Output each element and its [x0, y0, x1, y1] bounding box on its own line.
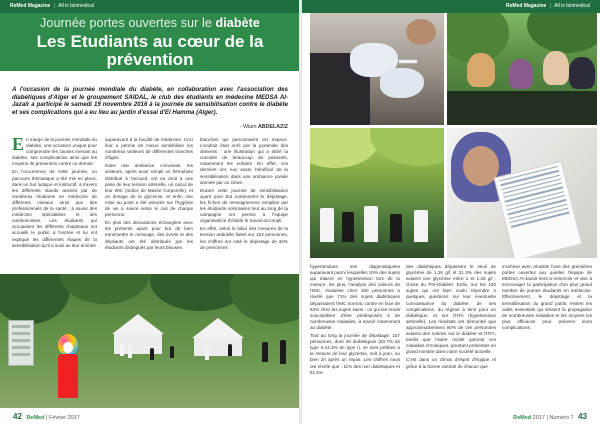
tent-body	[194, 338, 242, 356]
paragraph: Durant cette journée de sensibilisation ayant pour but notamment le dépistage, les fiches de renseignement remplies par les étudiants volontaires tout au long de la campagne ont permis à l'équipe organisatrice d'établir le travail accompli.	[200, 187, 288, 224]
photo-glucose-test	[310, 13, 444, 125]
paragraph: blanches qui parcouraient cet espace. L'endroit était orné par la pyramide des aliments : une illustration qui a attiré la curiosité de beaucoup de passants, notamment les enfants. En effet, ces derniers ont, eux aussi, bénéficié de la sensibilisation dans une ambiance joviale animée par un clown.	[200, 137, 288, 185]
footer-date: Février 2017	[48, 415, 80, 421]
left-footer	[10, 410, 80, 424]
footer-brand: ReMed	[513, 415, 532, 421]
tree-shape	[527, 13, 597, 53]
paragraph: auparavant à la faculté de médecine. Ceci leur a permis de mieux sensibiliser les nombreux visiteurs de différentes tranches d'âges.	[105, 137, 193, 161]
left-column-2	[105, 137, 193, 267]
header-section: All is biomedical	[58, 3, 94, 9]
tree-shape	[370, 128, 444, 166]
page-number: 42	[13, 412, 22, 421]
clown-costume	[58, 354, 78, 398]
test-strip	[398, 59, 418, 64]
header-separator: |	[53, 3, 55, 9]
person-figure	[228, 344, 232, 356]
tree-shape	[60, 274, 150, 304]
tent-roof	[112, 314, 164, 334]
person-figure	[414, 210, 428, 242]
page-number: 43	[578, 412, 587, 421]
footer-separator: |	[546, 415, 548, 421]
paragraph: En plus des discussions échangées avec les présents ayant pour but de bien transmettre le message, des livrets et des dépliants ont été distribués par les étudiants distingués par leurs blouses	[105, 220, 193, 250]
footer-brand: ReMed	[26, 415, 45, 421]
photo-crowd-park	[447, 13, 597, 125]
crowd-shadow	[447, 91, 597, 125]
person-figure	[320, 208, 334, 242]
left-column-3	[200, 137, 288, 267]
paragraph: En effet, selon le bilan des mesures de la tension artérielle faites sur 153 personnes, les chiffres ont noté le dépistage de 32% de personnes	[200, 226, 288, 250]
person-figure	[509, 59, 533, 89]
right-column-1	[310, 264, 400, 404]
photo-volunteers	[310, 128, 444, 258]
info-board	[8, 320, 34, 366]
left-header	[0, 0, 300, 13]
right-column-2	[406, 264, 496, 404]
clown-face	[63, 342, 73, 353]
right-column-3	[502, 264, 592, 404]
article-kicker	[0, 16, 300, 30]
article-lead: A l'occasion de la journée mondiale du diabète, en collaboration avec l'association des diabétiques d'Alger et le groupement SAIDAL, le club des étudiants en médecine MEDSA Al-Jazaïr a participé le samedi 19 novembre 2016 à la journée de sensibilisation contre le diabète et ses complications qui a eu lieu au jardin d'essai d'El Hamma (Alger).	[12, 86, 288, 116]
person-figure	[280, 340, 286, 364]
person-figure	[205, 348, 209, 360]
article-byline	[240, 124, 288, 130]
right-page	[302, 0, 600, 424]
paragraph: hypertendues non diagnostiquées auparavant parmi lesquelles 10% des sujets qui étaient en hypertension lors de la mesure. De plus, l'analyse des valeurs de l'IMC, évaluées chez 180 personnes a révélé que 71% des sujets diabétiques dépassaient l'IMC normal, contre en face de 63% chez les sujets sains : ce qui les rends susceptibles d'être prédisposés à de nombreuses maladies, à savoir notamment au diabète.	[310, 264, 400, 330]
paragraph: s'achève avec réussite l'une des premières portes ouvertes aux quelles l'équipe de MEDSA Al-Jazaïr tient à remercier et vise à encourager la participation d'un plus grand nombre de jeunes étudiants en médecine. Effectivement, le dépistage et la sensibilisation du grand public restent les outils essentiels qui limitent la propagation de nombreuses maladies et les moyens les plus efficaces pour prévenir leurs complications.	[502, 264, 592, 330]
person-figure	[543, 51, 569, 85]
paragraph-text: n marge de la journée mondiale du diabète, une occasion unique pour comprendre les causes menant au diabète, ses complications ainsi que les moyens de prévention contre ce dernier.	[12, 137, 98, 167]
right-header	[302, 0, 600, 13]
header-brand: ReMed Magazine	[10, 3, 51, 9]
byline-prefix: - Wiam	[239, 124, 258, 130]
header-brand: ReMed Magazine	[506, 3, 547, 9]
photo-garden-event	[0, 274, 300, 408]
person-figure	[128, 346, 132, 358]
paragraph: des diabétiques dépassent le seuil de glycémie de 1.26 g/l et 31.3% des sujets avaient une glycémie entre 1 et 1.26 g/l : chose du Pré-Diabète. Enfin, sur les 150 sujets qui ont bien voulu répondre à quelques questions sur leur éventuelle connaissance du diabète, de ses complications, du régime à tenir pour un diabétique, et sur l'HTA (hypertension artérielle). Les résultats ont démontré que approximativement 80% de ces personnes avaient des notions sur le diabète et l'HTA, tandis que l'autre moitié ignorait ces maladies chroniques, pourtant présentes en grand nombre dans notre société actuelle.	[406, 264, 496, 355]
paragraph	[12, 134, 98, 167]
tree-shape	[0, 274, 70, 324]
person-figure	[262, 342, 268, 362]
tree-shape	[230, 274, 300, 324]
right-footer	[513, 410, 590, 424]
leaflet	[494, 161, 583, 258]
footer-separator: |	[46, 415, 48, 421]
kicker-emphasis: diabète	[215, 16, 260, 30]
photo-student-leaflet	[447, 128, 597, 258]
article-headline: Les Etudiants au cœur de la prévention	[36, 32, 264, 69]
person-figure	[342, 212, 354, 242]
paragraph: En l'occurrence de cette journée, un parcours thématique a été mis en place, dans un but ludique et instructif, à travers les différents stands animés par de nombreux étudiants en médecine de différents niveaux ainsi que des professionnels de la santé : à savoir des médecins spécialistes et des nutritionnistes. Les étudiants qui occupaient les différents chapiteaux ont accueilli le public à l'entrée et lui ont expliqué les différentes étapes de la sensibilisation qu'il a suivi au leur animée	[12, 169, 97, 248]
person-figure	[467, 53, 495, 87]
person-figure	[150, 348, 154, 360]
paragraph: Tout au long la journée de dépistage, 157 personnes, dont 26 diabétiques (83.7% de type II-14.3% de type I), se sont prêtées à la mesure de leur glycémie, soit à jeun, ou bien 2h après un repas. Les chiffres nous ont révélé que : 11% des non diabétiques et 61.5%	[310, 333, 400, 375]
person-figure	[364, 206, 378, 242]
person-figure	[170, 346, 174, 358]
header-section: All is biomedical	[554, 3, 590, 9]
kicker-text: Journée portes ouvertes sur le	[40, 16, 216, 30]
person-figure	[120, 344, 124, 356]
paragraph: C'est dans un climat d'esprit d'équipe et grâce à la bonne volonté de chacun que	[406, 357, 496, 369]
tent-roof	[192, 318, 244, 338]
gloved-hand	[380, 68, 424, 98]
byline-name: ABDELAZIZ	[257, 124, 288, 130]
paragraph: Dans une ambiance conviviale, les visiteurs, après avoir rempli un formulaire distribué à l'accueil, ont eu droit à une prise de leur tension artérielle, un calcul de leur IMC (Indice de Masse Corporelle), et un dosage de la glycémie, et enfin une mise au point a été assurée sur l'hygiène de vie à suivre selon le cas de chaque personne.	[105, 163, 193, 218]
header-separator: |	[549, 3, 552, 9]
person-face	[406, 19, 436, 45]
footer-date: 2017	[532, 415, 545, 421]
person-figure	[390, 214, 402, 242]
drop-cap: E	[12, 134, 25, 154]
left-column-1	[12, 134, 98, 267]
footer-issue: Numéro 7	[549, 415, 574, 421]
person-figure	[569, 57, 595, 89]
